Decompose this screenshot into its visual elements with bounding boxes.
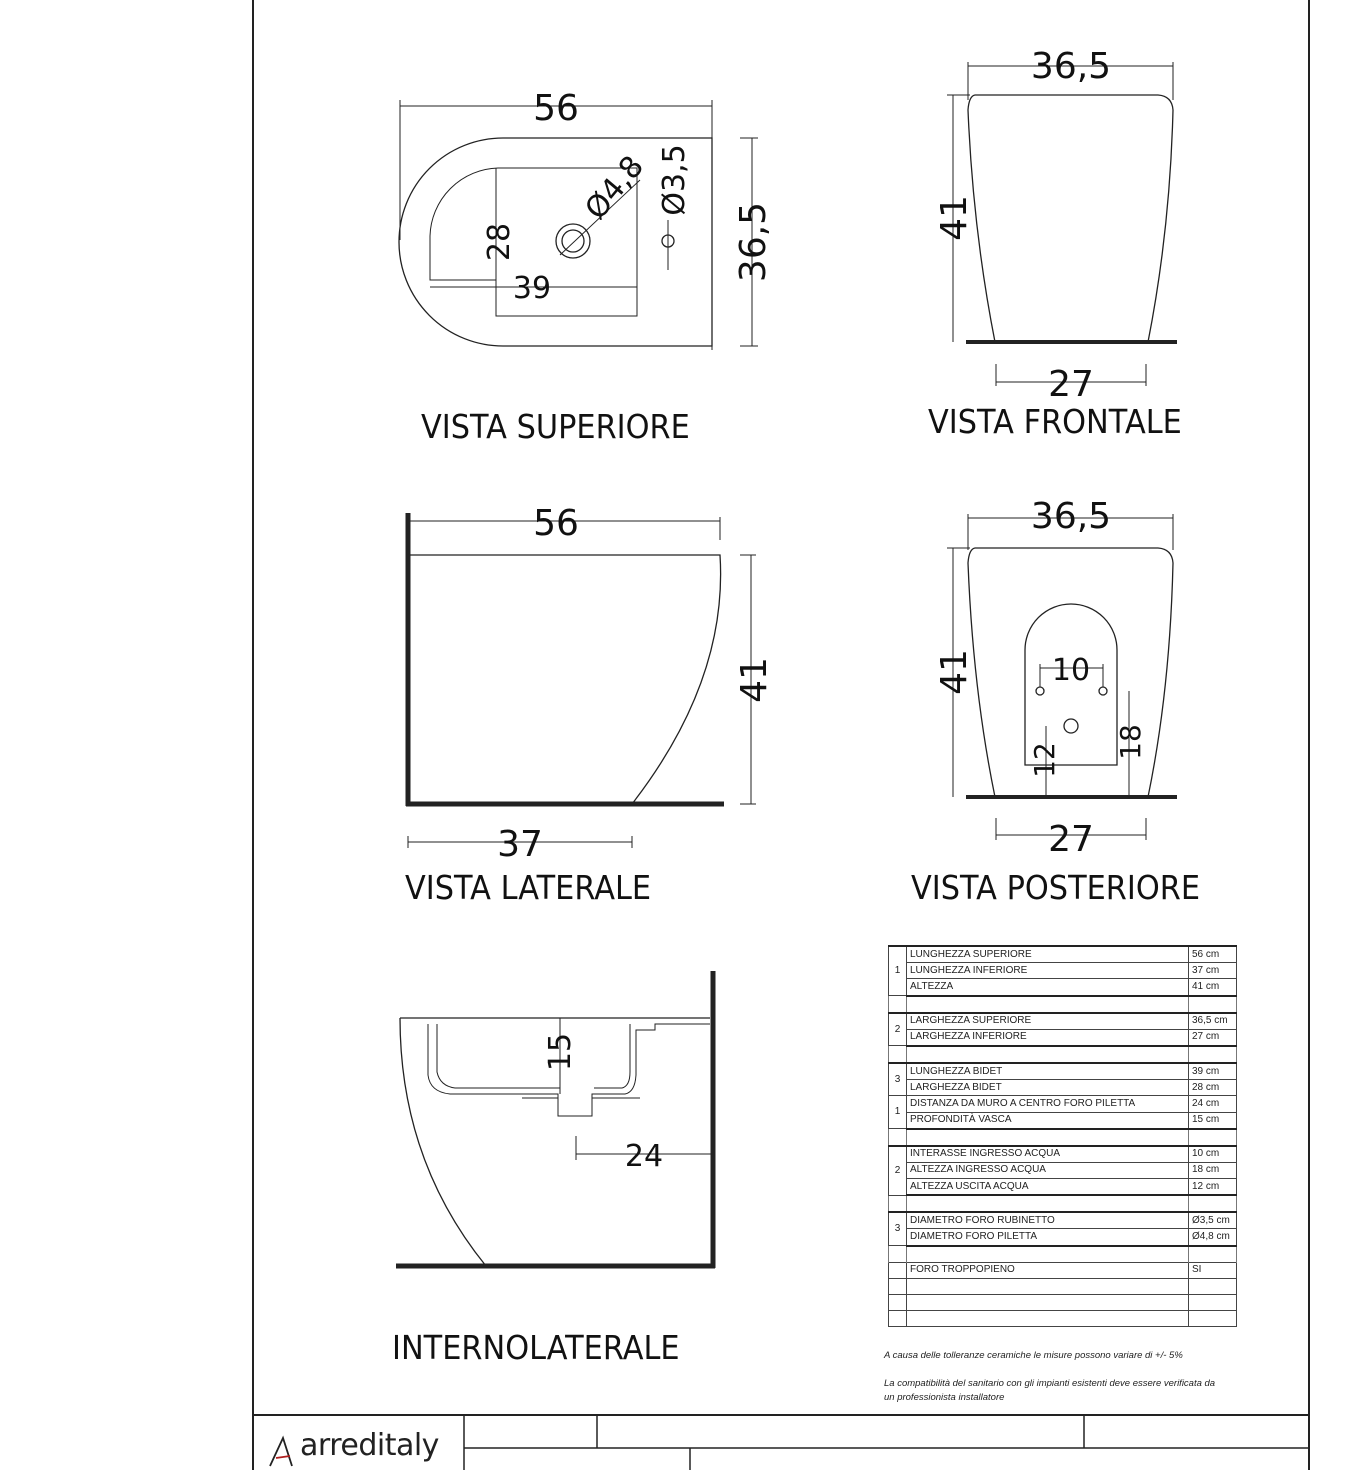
spec-value: 24 cm xyxy=(1189,1096,1237,1112)
spec-value: 10 cm xyxy=(1189,1146,1237,1163)
spec-value: SI xyxy=(1189,1262,1237,1278)
front-base-width-dim: 27 xyxy=(1048,364,1094,405)
compatibility-note-line1: La compatibilità del sanitario con gli impianti esistenti deve essere verificata da xyxy=(884,1378,1216,1389)
rear-inlet-spacing-dim: 10 xyxy=(1051,653,1091,688)
spec-label: LARGHEZZA BIDET xyxy=(907,1080,1189,1096)
spec-label: ALTEZZA INGRESSO ACQUA xyxy=(907,1162,1189,1178)
side-top-length-dim: 56 xyxy=(533,503,579,544)
spec-value: 41 cm xyxy=(1189,979,1237,996)
front-top-width-dim: 36,5 xyxy=(1030,46,1112,87)
spec-label: LUNGHEZZA INFERIORE xyxy=(907,963,1189,979)
internal-bowl-depth-dim: 15 xyxy=(543,1032,578,1072)
rear-top-width-dim: 36,5 xyxy=(1030,496,1112,537)
spec-value: 27 cm xyxy=(1189,1029,1237,1046)
spec-label: INTERASSE INGRESSO ACQUA xyxy=(907,1146,1189,1163)
spec-label: PROFONDITÀ VASCA xyxy=(907,1112,1189,1129)
internal-section-drawing xyxy=(396,971,715,1268)
top-basin-length-dim: 39 xyxy=(512,271,552,306)
spec-group-number: 2 xyxy=(889,1013,907,1046)
front-view-drawing xyxy=(947,62,1177,386)
tolerance-note: A causa delle tolleranze ceramiche le misure possono variare di +/- 5% xyxy=(884,1350,1183,1361)
top-drain-hole-dim: Ø4,8 xyxy=(578,149,652,227)
spec-value: Ø4,8 cm xyxy=(1189,1229,1237,1246)
spec-value: 15 cm xyxy=(1189,1112,1237,1129)
spec-value: 39 cm xyxy=(1189,1063,1237,1080)
rear-outlet-height-dim: 12 xyxy=(1028,742,1061,778)
spec-value: Ø3,5 cm xyxy=(1189,1212,1237,1229)
spec-group-number: 2 xyxy=(889,1146,907,1196)
spec-label: DIAMETRO FORO PILETTA xyxy=(907,1229,1189,1246)
spec-value: 12 cm xyxy=(1189,1179,1237,1196)
top-basin-width-dim: 28 xyxy=(482,222,517,262)
spec-group-number: 3 xyxy=(889,1212,907,1245)
top-tap-hole-dim: Ø3,5 xyxy=(657,144,692,216)
rear-base-width-dim: 27 xyxy=(1048,819,1094,860)
side-base-length-dim: 37 xyxy=(497,824,543,865)
spec-label: FORO TROPPOPIENO xyxy=(907,1262,1189,1278)
top-view-title: VISTA SUPERIORE xyxy=(421,407,690,446)
top-width-dim: 36,5 xyxy=(733,201,774,283)
rear-view-title: VISTA POSTERIORE xyxy=(911,868,1201,907)
spec-label: ALTEZZA xyxy=(907,979,1189,996)
spec-group-number: 1 xyxy=(889,1096,907,1129)
front-view-title: VISTA FRONTALE xyxy=(928,402,1182,441)
side-view-drawing xyxy=(406,513,756,848)
internal-view-title: INTERNOLATERALE xyxy=(392,1328,680,1367)
rear-height-dim: 41 xyxy=(934,649,975,695)
spec-table xyxy=(888,945,1237,1327)
logo-mark xyxy=(270,1438,292,1466)
spec-value: 18 cm xyxy=(1189,1162,1237,1178)
internal-drain-distance-dim: 24 xyxy=(624,1139,664,1174)
spec-value: 28 cm xyxy=(1189,1080,1237,1096)
brand-logo: arreditaly xyxy=(300,1428,439,1463)
spec-value: 37 cm xyxy=(1189,963,1237,979)
spec-label: LUNGHEZZA SUPERIORE xyxy=(907,946,1189,963)
spec-label: ALTEZZA USCITA ACQUA xyxy=(907,1179,1189,1196)
spec-label: DISTANZA DA MURO A CENTRO FORO PILETTA xyxy=(907,1096,1189,1112)
top-view-drawing xyxy=(399,100,758,350)
compatibility-note-line2: un professionista installatore xyxy=(884,1392,1005,1403)
rear-inlet-height-dim: 18 xyxy=(1114,724,1147,760)
spec-label: LARGHEZZA INFERIORE xyxy=(907,1029,1189,1046)
spec-value: 36,5 cm xyxy=(1189,1013,1237,1030)
spec-label: DIAMETRO FORO RUBINETTO xyxy=(907,1212,1189,1229)
top-length-dim: 56 xyxy=(533,88,579,129)
spec-value: 56 cm xyxy=(1189,946,1237,963)
spec-label: LARGHEZZA SUPERIORE xyxy=(907,1013,1189,1030)
spec-group-number: 3 xyxy=(889,1063,907,1096)
front-height-dim: 41 xyxy=(934,195,975,241)
spec-label: LUNGHEZZA BIDET xyxy=(907,1063,1189,1080)
side-view-title: VISTA LATERALE xyxy=(405,868,652,907)
side-height-dim: 41 xyxy=(734,657,775,703)
spec-group-number: 1 xyxy=(889,946,907,996)
